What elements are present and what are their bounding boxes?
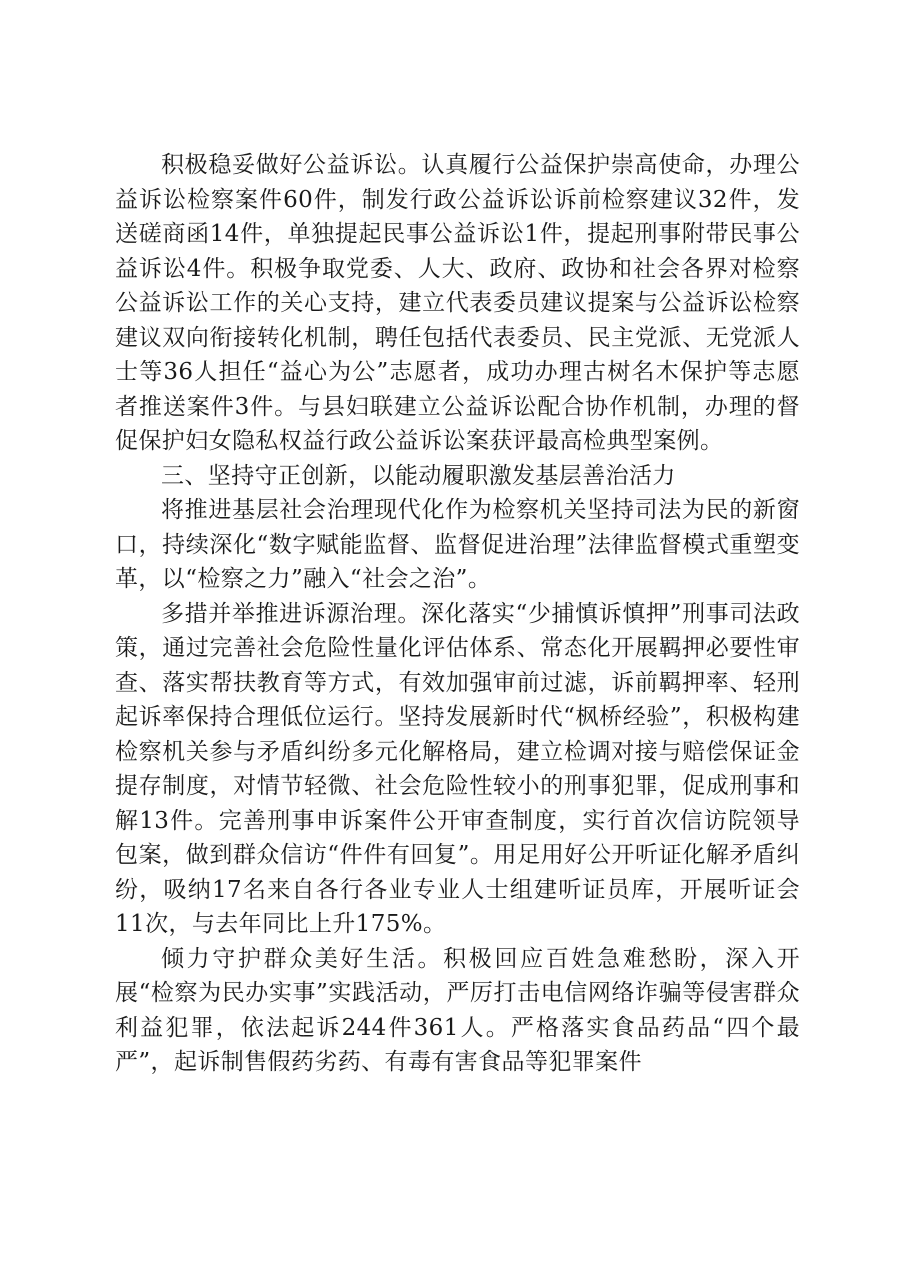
document-body (115, 148, 800, 1080)
paragraph-grassroots-governance-intro: 将推进基层社会治理现代化作为检察机关坚持司法为民的新窗口，持续深化“数字赋能监督、监督促进治理”法律监督模式重塑变革，以“检察之力”融入“社会之治”。 (115, 497, 800, 592)
paragraph-public-interest-litigation: 积极稳妥做好公益诉讼。认真履行公益保护崇高使命，办理公益诉讼检察案件60件，制发行政公益诉讼诉前检察建议32件，发送磋商函14件，单独提起民事公益诉讼1件，提起刑事附带民事公益诉讼4件。积极争取党委、人大、政府、政协和社会各界对检察公益诉讼工作的关心支持，建立代表委员建议提案与公益诉讼检察建议双向衔接转化机制，聘任包括代表委员、民主党派、无党派人士等36人担任“益心为公”志愿者，成功办理古树名木保护等志愿者推送案件3件。与县妇联建立公益诉讼配合协作机制，办理的督促保护妇女隐私权益行政公益诉讼案获评最高检典型案例。 (115, 152, 800, 454)
paragraph-source-governance: 多措并举推进诉源治理。深化落实“少捕慎诉慎押”刑事司法政策，通过完善社会危险性量化评估体系、常态化开展羁押必要性审查、落实帮扶教育等方式，有效加强审前过滤，诉前羁押率、轻刑起诉率保持合理低位运行。坚持发展新时代“枫桥经验”，积极构建检察机关参与矛盾纠纷多元化解格局，建立检调对接与赔偿保证金提存制度，对情节轻微、社会危险性较小的刑事犯罪，促成刑事和解13件。完善刑事申诉案件公开审查制度，实行首次信访院领导包案，做到群众信访“件件有回复”。用足用好公开听证化解矛盾纠纷，吸纳17名来自各行各业专业人士组建听证员库，开展听证会11次，与去年同比上升175%。 (115, 600, 800, 937)
section-heading-three: 三、坚持守正创新，以能动履职激发基层善治活力 (161, 462, 676, 489)
paragraph-protect-public-life: 倾力守护群众美好生活。积极回应百姓急难愁盼，深入开展“检察为民办实事”实践活动，严厉打击电信网络诈骗等侵害群众利益犯罪，依法起诉244件361人。严格落实食品药品“四个最严”，起诉制售假药劣药、有毒有害食品等犯罪案件 (115, 945, 800, 1075)
